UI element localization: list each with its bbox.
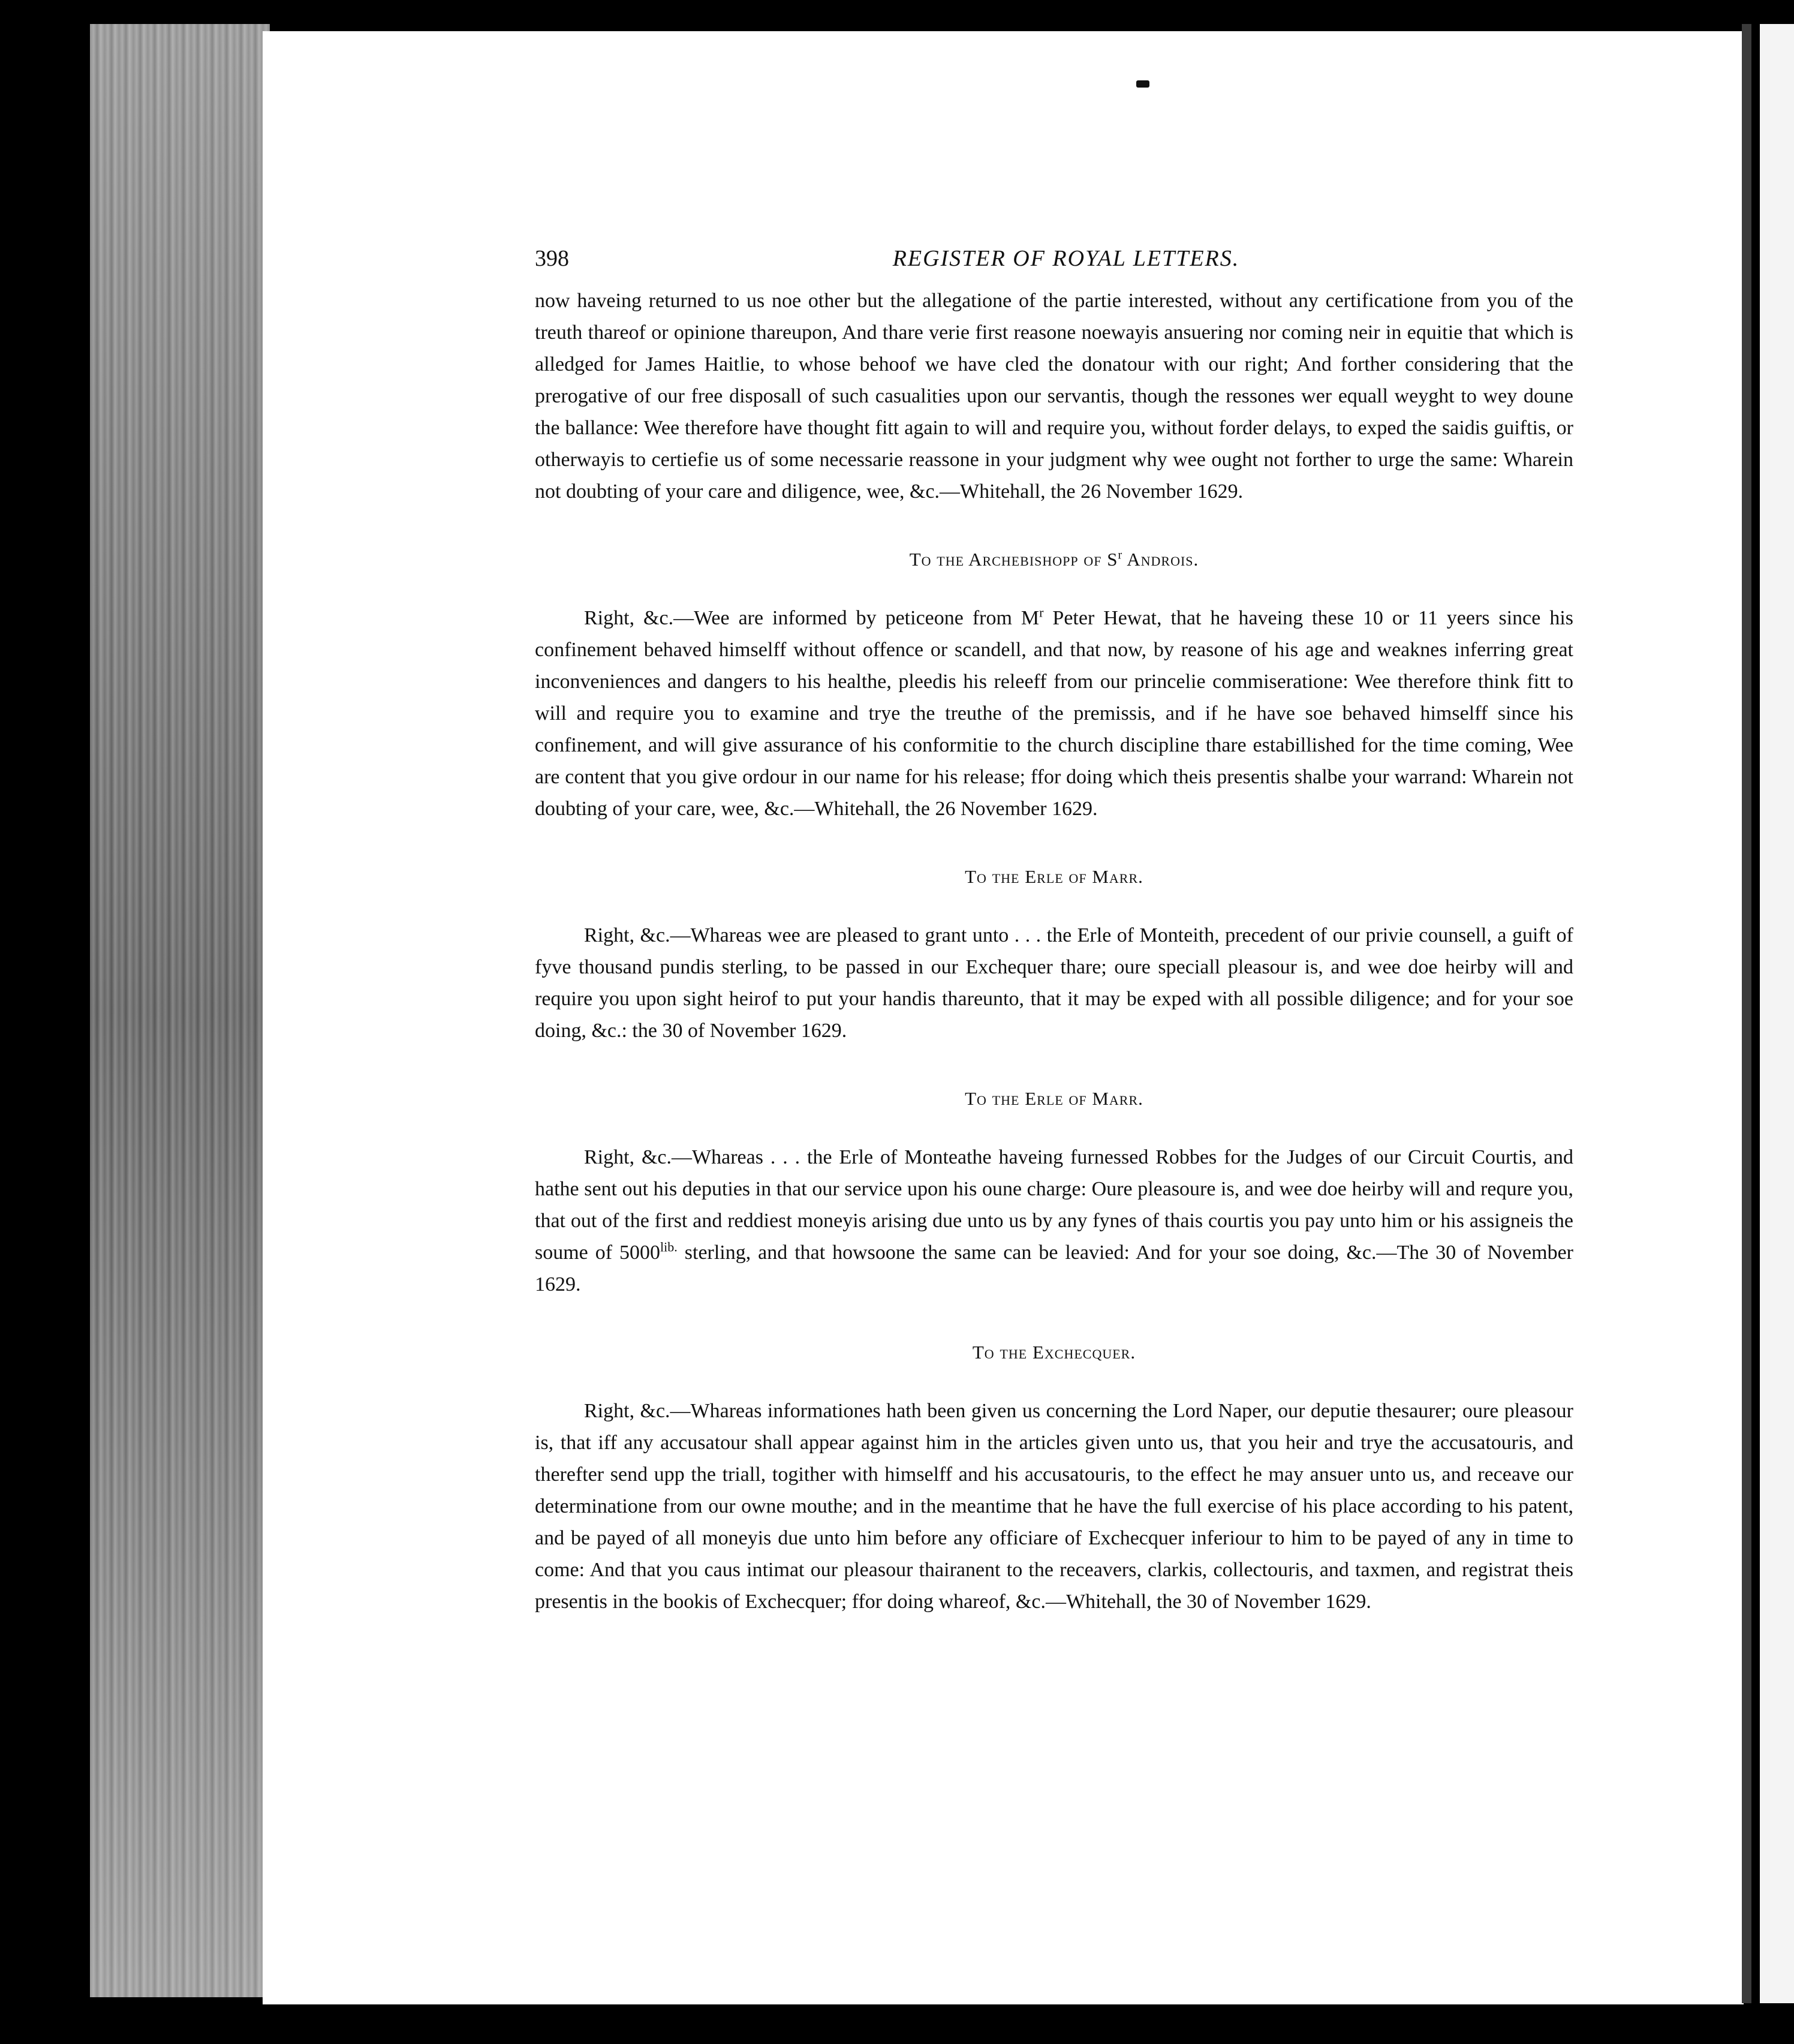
- page-number: 398: [535, 246, 569, 271]
- letter-body-archbishop: [535, 602, 1573, 825]
- letter-heading-marr-1: [535, 861, 1573, 892]
- body-superscript: r: [1039, 605, 1044, 620]
- heading-superscript: r: [1118, 548, 1123, 562]
- body-text: Right, &c.—Wee are informed by peticeone from M: [584, 607, 1040, 629]
- page-text-block: [535, 243, 1573, 1618]
- letter-heading-archbishop: [535, 543, 1573, 575]
- running-head: [535, 243, 1573, 285]
- heading-text: To the Erle of Marr.: [965, 866, 1143, 887]
- continuation-paragraph: now haveing returned to us noe other but the allegatione of the partie interested, without any certificatione from you of the treuth thareof or opinione thareupon, And thare verie first reasone noewayis ansuering nor coming neir in equitie that which is alledged for James Haitlie, to whose behoof we have cled the donatour with our right; And forther considering that the prerogative of our free disposall of such casualities upon our servantis, though the ressones wer equall weyght to wey doune the ballance: Wee therefore have thought fitt again to will and require you, without forder delays, to exped the saidis guiftis, or otherwayis to certiefie us of some necessarie reassone in your judgment why wee ought not forther to urge the same: Wharein not doubting of your care and diligence, wee, &c.—Whitehall, the 26 November 1629.: [535, 290, 1573, 503]
- body-text-end: Peter Hewat, that he haveing these 10 or 11 yeers since his confinement behaved himselff without offence or scandell, and that now, by reasone of his age and weaknes inferring great inconveniences and dangers to his healthe, pleedis his releeff from our princelie commiseratione: Wee therefore think fitt to will and require you to examine and trye the treuthe of the premissis, and if he have soe behaved himselff since his confinement, and will give assurance of his conformitie to the church discipline thare estabillished for the time coming, Wee are content that you give ordour in our name for his release; ffor doing which theis presentis shalbe your warrand: Wharein not doubting of your care, wee, &c.—Whitehall, the 26 November 1629.: [535, 607, 1573, 820]
- heading-text: To the Archebishopp of S: [909, 549, 1118, 570]
- letter-heading-marr-2: [535, 1083, 1573, 1114]
- heading-text: To the Erle of Marr.: [965, 1088, 1143, 1109]
- letter-body-marr-2: [535, 1141, 1573, 1300]
- body-text: Right, &c.—Whareas . . . the Erle of Monteathe haveing furnessed Robbes for the Judges of our Circuit Courtis, and hathe sent out his deputies in that our service upon his oune charge: Oure pleasoure is, and wee doe heirby will and requre you, that out of the first and reddiest moneyis arising due unto us by any fynes of thais courtis you pay unto him or his assigneis the soume of 5000: [535, 1146, 1573, 1264]
- heading-text: To the Exchecquer.: [972, 1342, 1136, 1363]
- body-text-end: sterling, and that howsoone the same can be leavied: And for your soe doing, &c.—The 30 of November 1629.: [535, 1242, 1573, 1295]
- letter-body-marr-1: Right, &c.—Whareas wee are pleased to grant unto . . . the Erle of Monteith, precedent of our privie counsell, a guift of fyve thousand pundis sterling, to be passed in our Exchequer thare; oure speciall pleasour is, and wee doe heirby will and require you upon sight heirof to put your handis thareunto, that it may be exped with all possible diligence; and for your soe doing, &c.: the 30 of November 1629.: [535, 924, 1573, 1042]
- right-page-edge: [1742, 24, 1751, 2003]
- ink-mark: [1136, 80, 1149, 88]
- letter-body-exchequer: Right, &c.—Whareas informationes hath been given us concerning the Lord Naper, our deputie thesaurer; oure pleasour is, that iff any accusatour shall appear against him in the articles given unto us, that you heir and trye the accusatouris, and therefter send upp the triall, togither with himselff and his accusatouris, to the effect he may ansuer unto us, and receave our determinatione from our owne mouthe; and in the meantime that he have the full exercise of his place according to his patent, and be payed of all moneyis due unto him before any officiare of Exchecquer inferiour to him to be payed of any in time to come: And that you caus intimat our pleasour thairanent to the receavers, clarkis, collectouris, and taxmen, and registrat theis presentis in the bookis of Exchecquer; ffor doing whareof, &c.—Whitehall, the 30 of November 1629.: [535, 1400, 1573, 1613]
- running-title: REGISTER OF ROYAL LETTERS.: [892, 246, 1240, 271]
- body-superscript: lib.: [660, 1239, 678, 1255]
- fore-edge-shading: [90, 24, 270, 1997]
- facing-page-strip: [1760, 24, 1794, 2003]
- heading-text-end: Androis.: [1122, 549, 1199, 570]
- letter-heading-exchequer: [535, 1336, 1573, 1368]
